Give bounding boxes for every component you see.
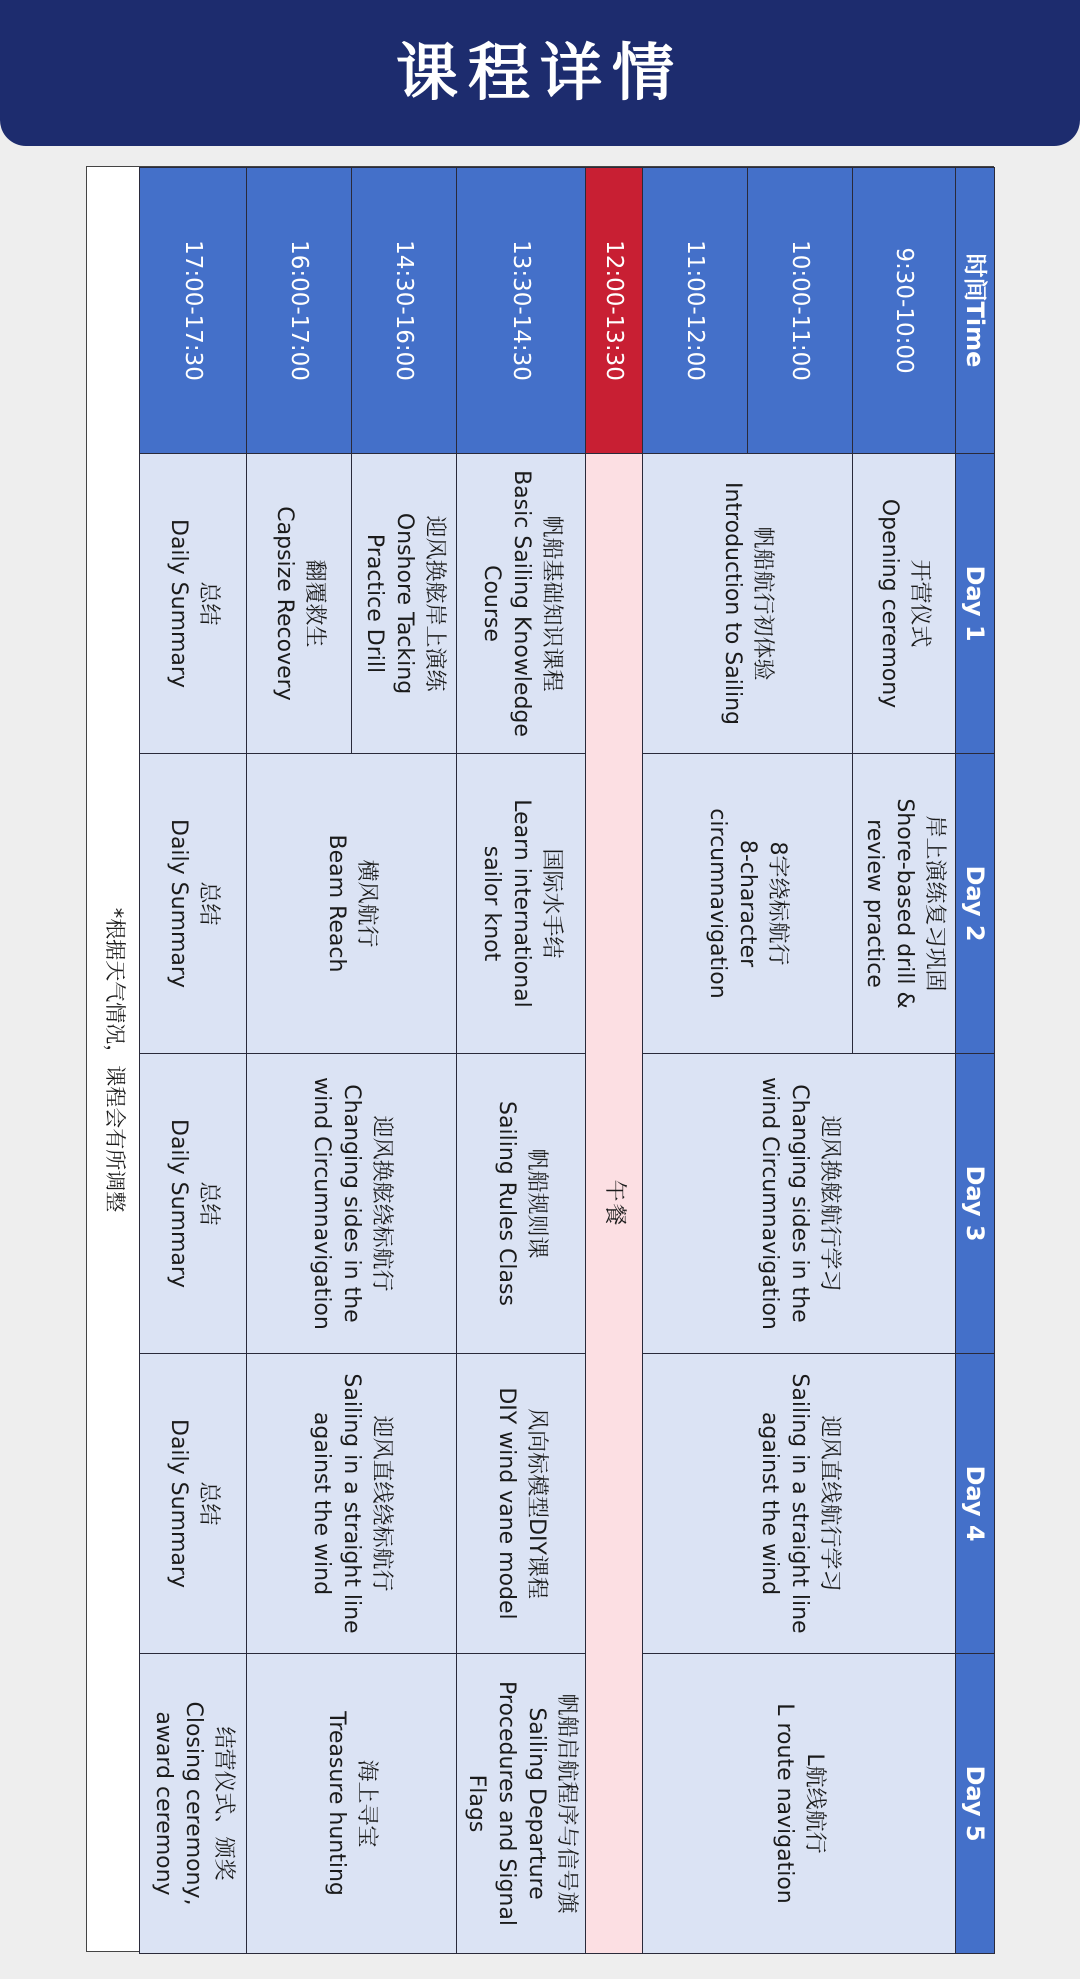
table-row [352,168,457,1954]
cell-en-label: DIY wind vane model [494,1387,519,1620]
cell-en-label: Onshore Tacking Practice Drill [362,512,417,695]
cell-zh-label: 帆船启航程序与信号旗 [554,1693,579,1914]
cell-en-label: Changing sides in the wind Circumnavigation [757,1077,812,1330]
time-cell: 17:00-17:30 [140,168,247,454]
time-cell: 11:00-12:00 [643,168,748,454]
schedule-cell-day2-knot [457,754,586,1054]
schedule-cell-day3-circum [247,1054,457,1354]
schedule-cell-day5-lroute [643,1654,956,1954]
cell-zh-label: 迎风换舷绕标航行 [369,1115,395,1292]
cell-en-label: Changing sides in the wind Circumnavigation [309,1077,365,1330]
schedule-cell-day4-vane [457,1354,586,1654]
cell-zh-label: 迎风直线绕标航行 [369,1415,395,1592]
cell-zh-label: 岸上演练复习巩固 [922,815,947,992]
schedule-cell-day5-treasure [247,1654,457,1954]
cell-zh-label: 横风航行 [354,859,380,948]
cell-en-label: Introduction to Sailing [720,482,746,725]
table-row [457,168,586,1954]
cell-en-label: Opening ceremony [877,498,902,709]
column-header-day2: Day 2 [956,754,995,1054]
cell-zh-label: 帆船规则课 [524,1148,549,1259]
schedule-cell-day1-summary [140,454,247,754]
column-header-day4: Day 4 [956,1354,995,1654]
schedule-cell-day4-straight-mark [247,1354,457,1654]
schedule-cell-day2-beam [247,754,457,1054]
column-header-day1: Day 1 [956,454,995,754]
table-row [140,168,247,1954]
column-header-day3: Day 3 [956,1054,995,1354]
cell-en-label: Daily Summary [166,1419,191,1588]
cell-en-label: Sailing Rules Class [494,1101,519,1306]
time-cell: 10:00-11:00 [748,168,853,454]
cell-zh-label: 翻覆救生 [302,559,327,648]
column-header-day5: Day 5 [956,1654,995,1954]
cell-en-label: Shore-based drill & review practice [862,798,917,1009]
cell-zh-label: 开营仪式 [907,559,932,648]
schedule-cell-day1-capsize [247,454,352,754]
page-title: 课程详情 [395,36,684,109]
cell-zh-label: 8字绕标航行 [765,841,791,966]
cell-zh-label: 总结 [196,581,221,626]
schedule-cell-day2-eight [643,754,853,1054]
cell-en-label: Daily Summary [166,1119,191,1288]
cell-en-label: Sailing in a straight line against the wind [757,1373,812,1634]
table-row-lunch [586,168,643,1954]
cell-en-label: Beam Reach [324,834,350,973]
schedule-cell-day5-departure [457,1654,586,1954]
cell-en-label: Treasure hunting [324,1711,350,1896]
time-cell: 13:30-14:30 [457,168,586,454]
cell-zh-label: 迎风换舷岸上演练 [422,515,447,692]
cell-en-label: 8-character circumnavigation [705,808,761,999]
schedule-cell-day5-closing [140,1654,247,1954]
cell-en-label: Closing ceremony, award ceremony [151,1701,206,1906]
cell-zh-label: L航线航行 [802,1753,827,1854]
schedule-cell-day3-summary [140,1054,247,1354]
schedule-cell-day3-tacking [643,1054,956,1354]
schedule-cell-day1-intro [643,454,853,754]
schedule-cell-day4-straight [643,1354,956,1654]
time-cell-lunch: 12:00-13:30 [586,168,643,454]
cell-en-label: L route navigation [772,1703,797,1904]
cell-en-label: Sailing in a straight line against the wind [309,1373,365,1634]
time-cell: 9:30-10:00 [853,168,956,454]
schedule-cell-day4-summary [140,1354,247,1654]
schedule-rotated-container [87,167,995,1953]
cell-zh-label: 总结 [196,1181,221,1226]
table-row [853,168,956,1954]
cell-zh-label: 海上寻宝 [354,1759,380,1848]
column-header-time: 时间Time [956,168,995,454]
cell-en-label: Learn international sailor knot [479,799,534,1008]
cell-en-label: Sailing Departure Procedures and Signal Flags [464,1681,549,1926]
schedule-cell-day1-basic [457,454,586,754]
lunch-cell: 午餐 [586,454,643,1954]
cell-en-label: Capsize Recovery [272,506,297,701]
cell-zh-label: 风向标模型DIY课程 [524,1408,549,1599]
cell-zh-label: 结营仪式、颁奖 [211,1726,236,1881]
schedule-card [86,166,994,1952]
cell-en-label: Basic Sailing Knowledge Course [479,470,534,737]
schedule-cell-day2-shore [853,754,956,1054]
cell-zh-label: 迎风换舷航行学习 [817,1115,842,1292]
time-cell: 14:30-16:00 [352,168,457,454]
cell-zh-label: 总结 [196,881,221,926]
cell-en-label: Daily Summary [166,519,191,688]
time-cell: 16:00-17:00 [247,168,352,454]
schedule-cell-day1-tacking [352,454,457,754]
cell-zh-label: 总结 [196,1481,221,1526]
schedule-cell-day1-opening [853,454,956,754]
schedule-cell-day2-summary [140,754,247,1054]
schedule-cell-day3-rules [457,1054,586,1354]
schedule-table [139,167,995,1954]
header-row [956,168,995,1954]
cell-zh-label: 帆船基础知识课程 [539,515,564,692]
cell-zh-label: 国际水手结 [539,848,564,959]
cell-en-label: Daily Summary [166,819,191,988]
cell-zh-label: 帆船航行初体验 [750,526,776,681]
cell-zh-label: 迎风直线航行学习 [817,1415,842,1592]
weather-footnote: *根据天气情况，课程会有所调整 [103,907,127,1213]
